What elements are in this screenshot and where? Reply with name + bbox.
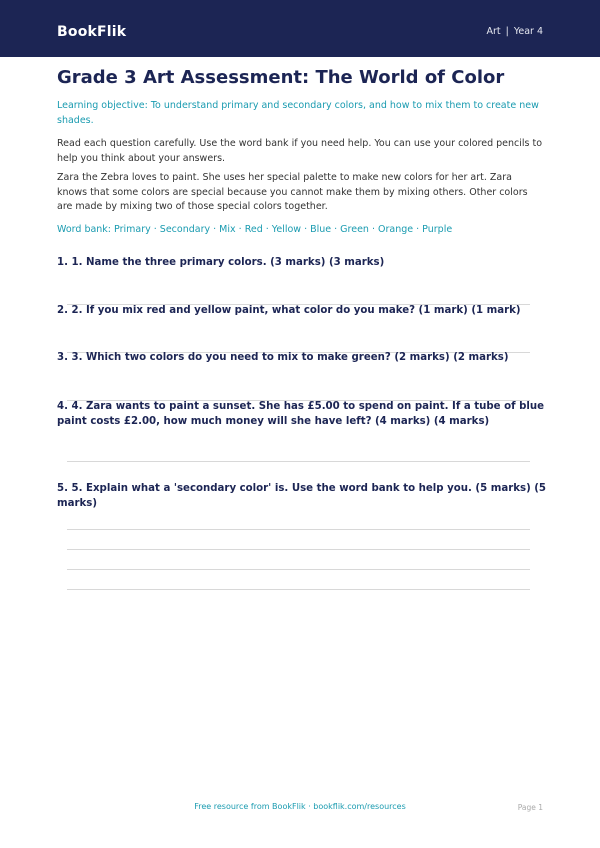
- word-bank: Word bank: Primary · Secondary · Mix · Red · Yellow · Blue · Green · Orange · Purple: [57, 224, 453, 235]
- question-5: 5. 5. Explain what a 'secondary color' is. Use the word bank to help you. (5 marks) (5 marks): [57, 483, 547, 509]
- instructions: Read each question carefully. Use the word bank if you need help. You can use your colored pencils to help you think about your answers.: [57, 138, 543, 164]
- year-label: Year 4: [513, 26, 543, 37]
- answer-line[interactable]: [67, 589, 530, 590]
- header-meta: [486, 25, 543, 39]
- question-3: 3. 3. Which two colors do you need to mix to make green? (2 marks) (2 marks): [57, 352, 509, 363]
- brand-logo-text[interactable]: BookFlik: [57, 24, 127, 40]
- question-2: 2. 2. If you mix red and yellow paint, what color do you make? (1 mark) (1 mark): [57, 305, 521, 316]
- answer-line[interactable]: [67, 549, 530, 550]
- answer-line[interactable]: [67, 569, 530, 570]
- answer-line[interactable]: [67, 461, 530, 462]
- question-1: 1. 1. Name the three primary colors. (3 marks) (3 marks): [57, 257, 385, 268]
- page-number: Page 1: [517, 803, 543, 812]
- learning-objective: Learning objective: To understand primary and secondary colors, and how to mix them to create new shades.: [57, 100, 539, 126]
- subject-label: Art: [486, 26, 501, 37]
- header-separator: |: [505, 26, 509, 37]
- answer-line[interactable]: [67, 529, 530, 530]
- page-header: [0, 0, 600, 57]
- question-4: 4. 4. Zara wants to paint a sunset. She has £5.00 to spend on paint. If a tube of blue paint costs £2.00, how much money will she have left? (4 marks) (4 marks): [57, 401, 545, 427]
- story-text: Zara the Zebra loves to paint. She uses her special palette to make new colors for her art. Zara knows that some colors are special because you cannot make them by mixing others. Other colors are made by mixing two of those special colors together.: [57, 172, 528, 212]
- page-title: Grade 3 Art Assessment: The World of Color: [57, 67, 505, 88]
- footer-resource-link[interactable]: Free resource from BookFlik · bookflik.com/resources: [194, 802, 406, 811]
